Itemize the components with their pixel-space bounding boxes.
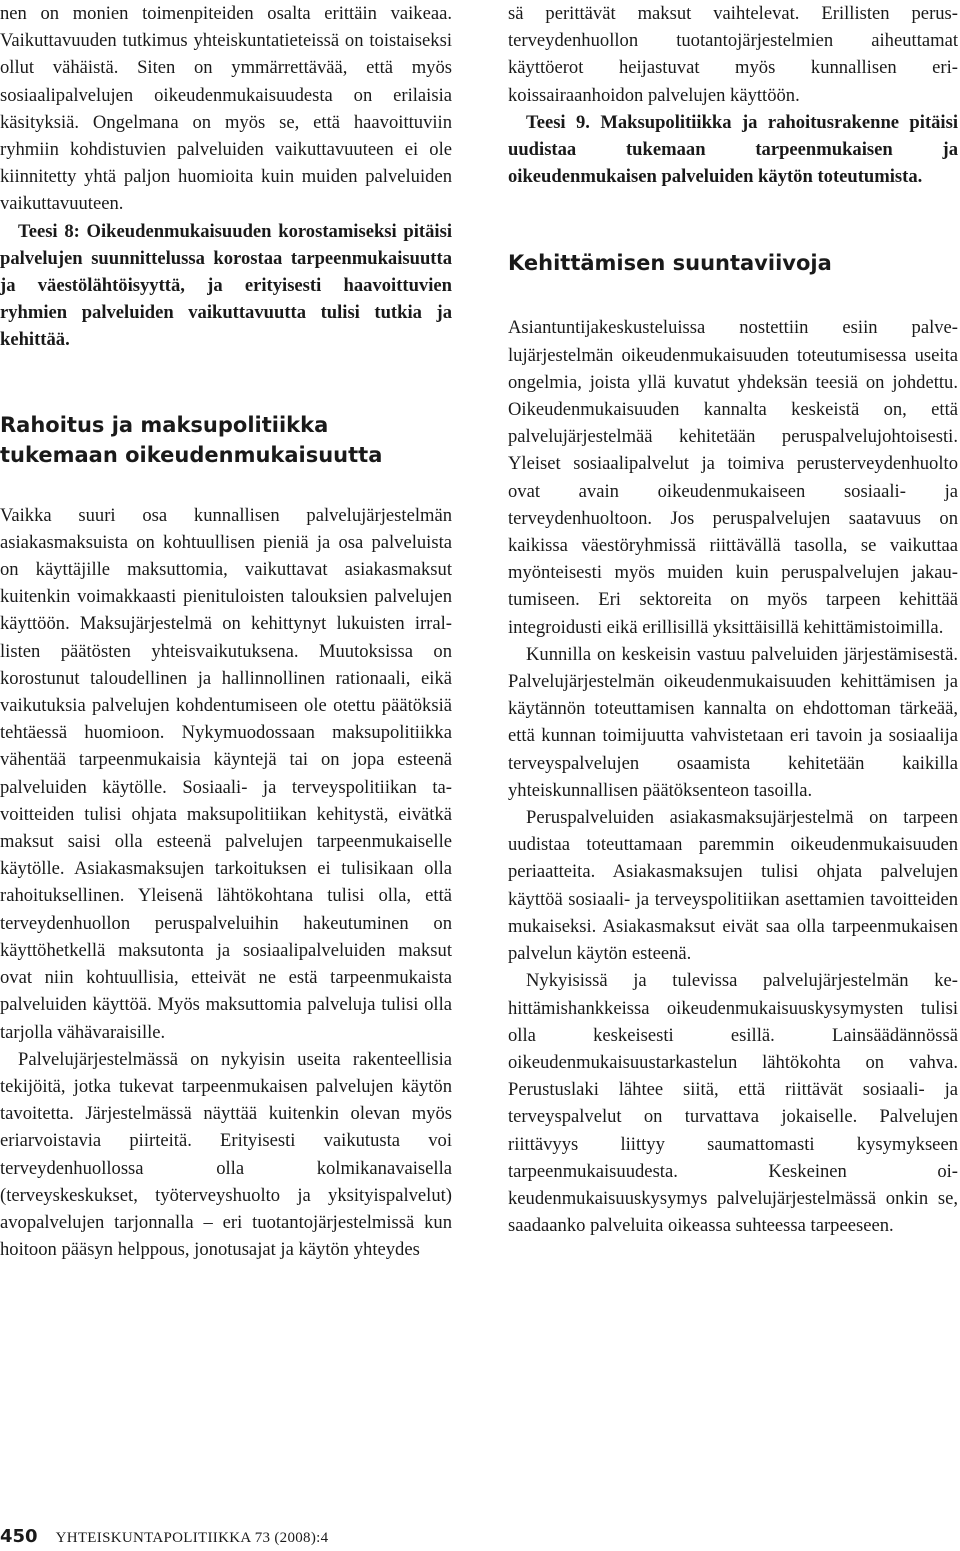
thesis-9: Teesi 9. Maksupolitiikka ja rahoitusrakenne pitäisi uudistaa tukemaan tarpeenmukaisen ja oikeudenmukaisen palveluiden käytön toteutumista.	[508, 111, 958, 188]
body-paragraph: Peruspalveluiden asiakasmaksujärjestelmä on tarpeen uudistaa toteuttamaan paremmin oikeudenmukaisuuden periaatteita. Asiakasmaksujen tulisi ohjata palvelujen käyttöä sosiaali- ja terveyspolitiikan asettamien tavoitteiden mukaiseksi. Asiakasmaksut eivät saa olla tarpeenmukaisen palvelun käytön esteenä.	[508, 807, 958, 965]
page-footer	[0, 1526, 960, 1551]
body-paragraph: Nykyisissä ja tulevissa palvelujärjestelmän kehittämishankkeissa oikeudenmukaisuuskysymysten tulisi olla keskeisesti esillä. Lainsäädännössä oikeudenmukaisuustarkastelun lähtökohta on vahva. Perustuslaki lähtee siitä, että riittävät sosiaali- ja terveyspalvelut on turvattava jokaiselle. Palvelujen riittävyys liittyy saumattomasti kysymykseen tarpeenmukaisuudesta. Keskeinen oikeudenmukaisuuskysymys palvelujärjestelmässä onkin se, saadaanko palveluita oikeassa suhteessa tarpeeseen.	[508, 970, 958, 1237]
left-column	[0, 0, 452, 1263]
body-paragraph: Kunnilla on keskeisin vastuu palveluiden järjestämisestä. Palvelujärjestelmän oikeudenmukaisuuden kehittämisen ja käytännön toteuttamisen kannalta on ehdottoman tärkeää, että kunnan toimijuutta vahvistetaan eri tavoin ja sosiaalija terveyspalvelujen osaamista kehitetään kaikilla yhteiskunnallisen päätöksenteon tasoilla.	[508, 643, 958, 801]
page-number: 450	[0, 1526, 38, 1547]
journal-citation: YHTEISKUNTAPOLITIIKKA 73 (2008):4	[55, 1530, 329, 1546]
body-paragraph: Asiantuntijakeskusteluissa nostettiin esiin palvelujärjestelmän oikeudenmukaisuuden toteutumisessa useita ongelmia, joista yllä kuvatut yhdeksän teesiä on johdettu. Oikeudenmukaisuuden kannalta keskeistä on, että palvelujärjestelmää kehitetään peruspalvelujohtoisesti. Yleiset sosiaalipalvelut ja toimiva perusterveydenhuolto ovat avain oikeudenmukaiseen sosiaali- ja terveydenhuoltoon. Jos peruspalvelujen saatavuus on kaikissa väestöryhmissä riittävällä tasolla, se vaikuttaa myönteisesti myös muiden kuin peruspalvelujen jakautumiseen. Eri sektoreita on myös tarpeen kehittää integroidusti eikä erillisillä yksittäisillä kehittämistoimilla.	[508, 317, 958, 638]
section-heading-development: Kehittämisen suuntaviivoja	[508, 251, 832, 276]
body-paragraph: Palvelujärjestelmässä on nykyisin useita rakenteellisia tekijöitä, jotka tukevat tarpeenmukaisen palvelujen käytön tavoitetta. Järjestelmässä näyttää kuitenkin olevan myös eriarvoistavia piirteitä. Erityisesti vaikutusta voi terveydenhuollossa olla kolmikanavaisella (terveyskeskukset, työterveyshuolto ja yksityispalvelut) avopalvelujen tarjonnalla – eri tuotantojärjestelmissä kun hoitoon pääsyn helppous, jonotusajat ja käytön yhteydes	[0, 1048, 452, 1261]
body-paragraph: nen on monien toimenpiteiden osalta erittäin vaikeaa. Vaikuttavuuden tutkimus yhteiskuntatieteissä on toistaiseksi ollut vähäistä. Siten on ymmärrettävää, että myös sosiaalipalvelujen oikeudenmukaisuudesta on erilaisia käsityksiä. Ongelmana on myös se, että haavoittuviin ryhmiin kohdistuvien palveluiden vaikuttavuuteen ei ole kiinnitetty yhtä paljon huomioita kuin muiden palveluiden vaikuttavuuteen.	[0, 3, 452, 215]
section-heading-financing: Rahoitus ja maksupolitiikka tukemaan oikeudenmukaisuutta	[0, 412, 383, 467]
thesis-8: Teesi 8: Oikeudenmukaisuuden korostamiseksi pitäisi palvelujen suunnittelussa korostaa tarpeenmukaisuutta ja väestölähtöisyyttä, ja erityisesti haavoittuvien ryhmien palveluiden vaikuttavuutta tulisi tutkia ja kehittää.	[0, 220, 452, 351]
body-paragraph: Vaikka suuri osa kunnallisen palvelujärjestelmän asiakasmaksuista on kohtuullisen pieniä ja osa palveluista on käyttäjille maksuttomia, vaikuttavat asiakasmaksut kuitenkin voimakkaasti pienituloisten talouksien palvelujen käyttöön. Maksujärjestelmä on kehittynyt lukuisten irrallisten päätösten yhteisvaikutuksena. Muutoksissa on korostunut taloudellinen ja hallinnollinen rationaali, eikä vaikutuksia palvelujen kohdentumiseen ole otettu päätöksiä tehtäessä huomioon. Nykymuodossaan maksupolitiikka vähentää tarpeenmukaisia käyntejä tai on jopa esteenä palveluiden käytölle. Sosiaali- ja terveyspolitiikan tavoitteiden tulisi ohjata maksupolitiikan kehitystä, eivätkä maksut saisi olla esteenä palvelujen tarpeenmukaiselle käytölle. Asiakasmaksujen tarkoituksen ei tulisikaan olla rahoituksellinen. Yleisenä lähtökohtana tulisi olla, että terveydenhuollon peruspalveluihin hakeutuminen on käyttöhetkellä maksutonta ja sosiaalipalveluiden maksut ovat niin kohtuullisia, etteivät ne estä tarpeenmukaista palveluiden käyttöä. Myös maksuttomia palveluja tulisi olla tarjolla vähävaraisille.	[0, 504, 452, 1043]
body-paragraph: sä perittävät maksut vaihtelevat. Erillisten perusterveydenhuollon tuotantojärjestelmien aiheuttamat käyttöerot heijastuvat myös kunnallisen erikoissairaanhoidon palvelujen käyttöön.	[508, 3, 958, 106]
right-column	[508, 0, 958, 1239]
